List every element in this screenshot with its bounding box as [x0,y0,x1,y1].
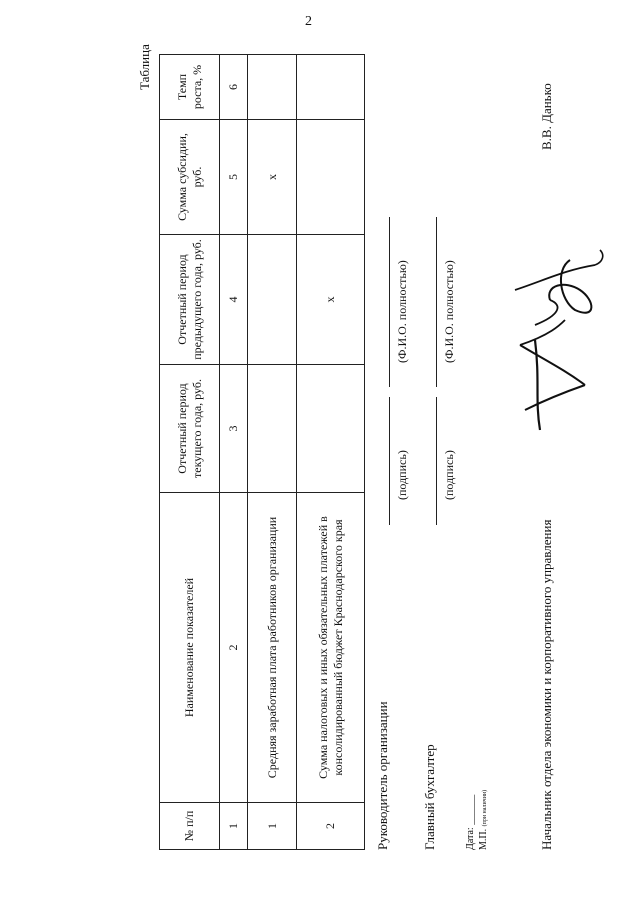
accountant-label: Главный бухгалтер [422,744,437,850]
header-cell: Отчетный период предыдущего года, руб. [160,235,220,365]
column-number: 6 [220,55,248,120]
table-cell: Сумма налоговых и иных обязательных платежей в консолидированный бюджет Краснодарского края [297,493,365,803]
table-row [297,55,365,850]
stamp-label: М.П. [478,828,489,850]
rotated-inner [137,40,627,850]
table-cell: 1 [248,803,297,850]
column-number: 5 [220,120,248,235]
handwritten-signature [505,230,625,440]
table-cell [248,235,297,365]
table-cell [297,55,365,120]
date-field: Дата: ______ [465,794,476,850]
footer-name: В.В. Данько [539,83,554,150]
table-cell: 2 [297,803,365,850]
column-number: 3 [220,365,248,493]
header-cell: Наименование показателей [160,493,220,803]
table-row [248,55,297,850]
table-cell [248,365,297,493]
accountant-signature-caption: (подпись) [442,450,456,500]
table-cell [248,55,297,120]
stamp-note: (при наличии) [482,789,488,827]
footer-position: Начальник отдела экономики и корпоративного управления [539,519,554,850]
accountant-fio-line [436,217,437,387]
head-signature-caption: (подпись) [395,450,409,500]
table-cell: Средняя заработная плата работников организации [248,493,297,803]
table-header-row [160,55,220,850]
accountant-fio-caption: (Ф.И.О. полностью) [442,260,456,363]
column-number: 2 [220,493,248,803]
page-number: 2 [305,14,312,29]
indicators-table [159,54,365,850]
table-cell: х [248,120,297,235]
column-number-row [220,55,248,850]
header-cell: № п/п [160,803,220,850]
column-number: 1 [220,803,248,850]
head-fio-caption: (Ф.И.О. полностью) [395,260,409,363]
header-cell: Сумма субсидии, руб. [160,120,220,235]
table-cell: х [297,235,365,365]
header-cell: Отчетный период текущего года, руб. [160,365,220,493]
head-label: Руководитель организации [375,701,390,850]
accountant-signature-line [436,397,437,525]
header-cell: Темп роста, % [160,55,220,120]
table-cell [297,365,365,493]
head-fio-line [389,217,390,387]
table-cell [297,120,365,235]
stamp-line [478,790,489,850]
column-number: 4 [220,235,248,365]
table-caption: Таблица [137,44,152,90]
head-signature-line [389,397,390,525]
